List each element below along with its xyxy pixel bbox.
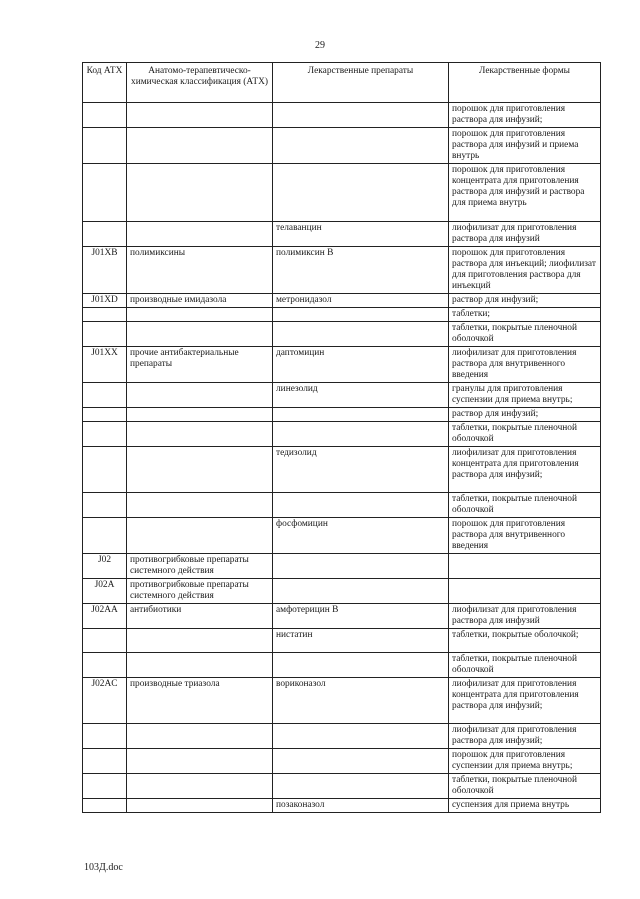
header-classification: Анатомо-терапевтическо-химическая классификация (АТХ) <box>127 63 273 103</box>
table-row <box>83 308 601 322</box>
cell-classification: противогрибковые препараты системного действия <box>127 554 273 579</box>
cell-drug <box>273 749 449 774</box>
cell-classification: прочие антибактериальные препараты <box>127 347 273 383</box>
table-row <box>83 347 601 383</box>
table-row <box>83 128 601 164</box>
table-row <box>83 799 601 813</box>
cell-form: таблетки; <box>449 308 601 322</box>
table-row <box>83 678 601 724</box>
cell-drug <box>273 493 449 518</box>
table-row <box>83 222 601 247</box>
cell-code <box>83 799 127 813</box>
cell-drug <box>273 128 449 164</box>
cell-form: таблетки, покрытые пленочной оболочкой <box>449 493 601 518</box>
cell-code <box>83 308 127 322</box>
cell-code: J02AC <box>83 678 127 724</box>
cell-classification <box>127 799 273 813</box>
cell-drug: метронидазол <box>273 294 449 308</box>
cell-form: лиофилизат для приготовления раствора для инфузий <box>449 222 601 247</box>
cell-drug <box>273 408 449 422</box>
cell-form: таблетки, покрытые пленочной оболочкой <box>449 653 601 678</box>
cell-drug: полимиксин В <box>273 247 449 294</box>
cell-code: J01XD <box>83 294 127 308</box>
table-row <box>83 724 601 749</box>
table-row <box>83 518 601 554</box>
cell-code: J02A <box>83 579 127 604</box>
cell-drug: вориконазол <box>273 678 449 724</box>
cell-code <box>83 322 127 347</box>
cell-form: порошок для приготовления суспензии для приема внутрь; <box>449 749 601 774</box>
table-row <box>83 294 601 308</box>
table-row <box>83 579 601 604</box>
cell-drug: телаванцин <box>273 222 449 247</box>
cell-code: J02 <box>83 554 127 579</box>
cell-classification <box>127 383 273 408</box>
cell-code <box>83 518 127 554</box>
cell-drug <box>273 422 449 447</box>
cell-classification: антибиотики <box>127 604 273 629</box>
cell-form: лиофилизат для приготовления концентрата для приготовления раствора для инфузий; <box>449 678 601 724</box>
header-drugs: Лекарственные препараты <box>273 63 449 103</box>
header-code: Код АТХ <box>83 63 127 103</box>
cell-form <box>449 554 601 579</box>
cell-drug: даптомицин <box>273 347 449 383</box>
cell-form: таблетки, покрытые пленочной оболочкой <box>449 322 601 347</box>
cell-form: порошок для приготовления раствора для инфузий и приема внутрь <box>449 128 601 164</box>
cell-code <box>83 222 127 247</box>
cell-classification <box>127 749 273 774</box>
cell-form: таблетки, покрытые оболочкой; <box>449 629 601 653</box>
cell-code <box>83 164 127 222</box>
cell-code <box>83 422 127 447</box>
table-row <box>83 604 601 629</box>
cell-drug <box>273 554 449 579</box>
cell-code <box>83 447 127 493</box>
cell-classification <box>127 518 273 554</box>
cell-classification <box>127 308 273 322</box>
cell-classification <box>127 164 273 222</box>
table-row <box>83 103 601 128</box>
cell-drug <box>273 308 449 322</box>
cell-form: лиофилизат для приготовления раствора для инфузий; <box>449 724 601 749</box>
cell-code: J01XX <box>83 347 127 383</box>
cell-form: порошок для приготовления раствора для инфузий; <box>449 103 601 128</box>
table-row <box>83 447 601 493</box>
cell-classification <box>127 493 273 518</box>
cell-classification: производные имидазола <box>127 294 273 308</box>
atx-table <box>82 62 601 813</box>
table-row <box>83 629 601 653</box>
cell-form: таблетки, покрытые пленочной оболочкой <box>449 422 601 447</box>
cell-code <box>83 103 127 128</box>
cell-form: таблетки, покрытые пленочной оболочкой <box>449 774 601 799</box>
cell-classification <box>127 222 273 247</box>
cell-classification <box>127 447 273 493</box>
table-row <box>83 408 601 422</box>
cell-drug <box>273 164 449 222</box>
cell-code <box>83 493 127 518</box>
page-number: 29 <box>315 40 325 51</box>
table-row <box>83 749 601 774</box>
cell-form: лиофилизат для приготовления раствора для внутривенного введения <box>449 347 601 383</box>
cell-drug <box>273 579 449 604</box>
cell-classification <box>127 629 273 653</box>
cell-drug: фосфомицин <box>273 518 449 554</box>
table-row <box>83 653 601 678</box>
cell-classification <box>127 653 273 678</box>
table-header-row <box>83 63 601 103</box>
cell-drug <box>273 774 449 799</box>
table-row <box>83 493 601 518</box>
cell-drug <box>273 724 449 749</box>
cell-classification <box>127 103 273 128</box>
cell-form: раствор для инфузий; <box>449 408 601 422</box>
cell-form: гранулы для приготовления суспензии для приема внутрь; <box>449 383 601 408</box>
table-row <box>83 322 601 347</box>
table-row <box>83 422 601 447</box>
cell-classification <box>127 408 273 422</box>
cell-form: порошок для приготовления раствора для инъекций; лиофилизат для приготовления раствора для инъекций <box>449 247 601 294</box>
cell-form: раствор для инфузий; <box>449 294 601 308</box>
cell-code <box>83 128 127 164</box>
table-row <box>83 554 601 579</box>
cell-classification: полимиксины <box>127 247 273 294</box>
cell-classification: противогрибковые препараты системного действия <box>127 579 273 604</box>
cell-code: J02AA <box>83 604 127 629</box>
cell-drug <box>273 653 449 678</box>
cell-form: суспензия для приема внутрь <box>449 799 601 813</box>
cell-form: лиофилизат для приготовления раствора для инфузий <box>449 604 601 629</box>
cell-drug <box>273 322 449 347</box>
cell-classification <box>127 322 273 347</box>
cell-drug: позаконазол <box>273 799 449 813</box>
table-row <box>83 164 601 222</box>
document-footer: 103Д.doc <box>84 862 123 873</box>
cell-code <box>83 653 127 678</box>
header-forms: Лекарственные формы <box>449 63 601 103</box>
cell-drug: линезолид <box>273 383 449 408</box>
cell-classification <box>127 128 273 164</box>
table-row <box>83 383 601 408</box>
cell-code <box>83 724 127 749</box>
cell-classification <box>127 422 273 447</box>
cell-classification <box>127 774 273 799</box>
cell-code <box>83 383 127 408</box>
cell-code <box>83 774 127 799</box>
cell-form <box>449 579 601 604</box>
cell-classification: производные триазола <box>127 678 273 724</box>
cell-drug: амфотерицин В <box>273 604 449 629</box>
cell-form: порошок для приготовления раствора для внутривенного введения <box>449 518 601 554</box>
cell-code <box>83 408 127 422</box>
cell-drug: нистатин <box>273 629 449 653</box>
cell-code <box>83 629 127 653</box>
cell-drug <box>273 103 449 128</box>
cell-drug: тедизолид <box>273 447 449 493</box>
cell-form: порошок для приготовления концентрата для приготовления раствора для инфузий и раствора для приема внутрь <box>449 164 601 222</box>
cell-form: лиофилизат для приготовления концентрата для приготовления раствора для инфузий; <box>449 447 601 493</box>
cell-classification <box>127 724 273 749</box>
table-row <box>83 247 601 294</box>
cell-code: J01XB <box>83 247 127 294</box>
table-row <box>83 774 601 799</box>
cell-code <box>83 749 127 774</box>
